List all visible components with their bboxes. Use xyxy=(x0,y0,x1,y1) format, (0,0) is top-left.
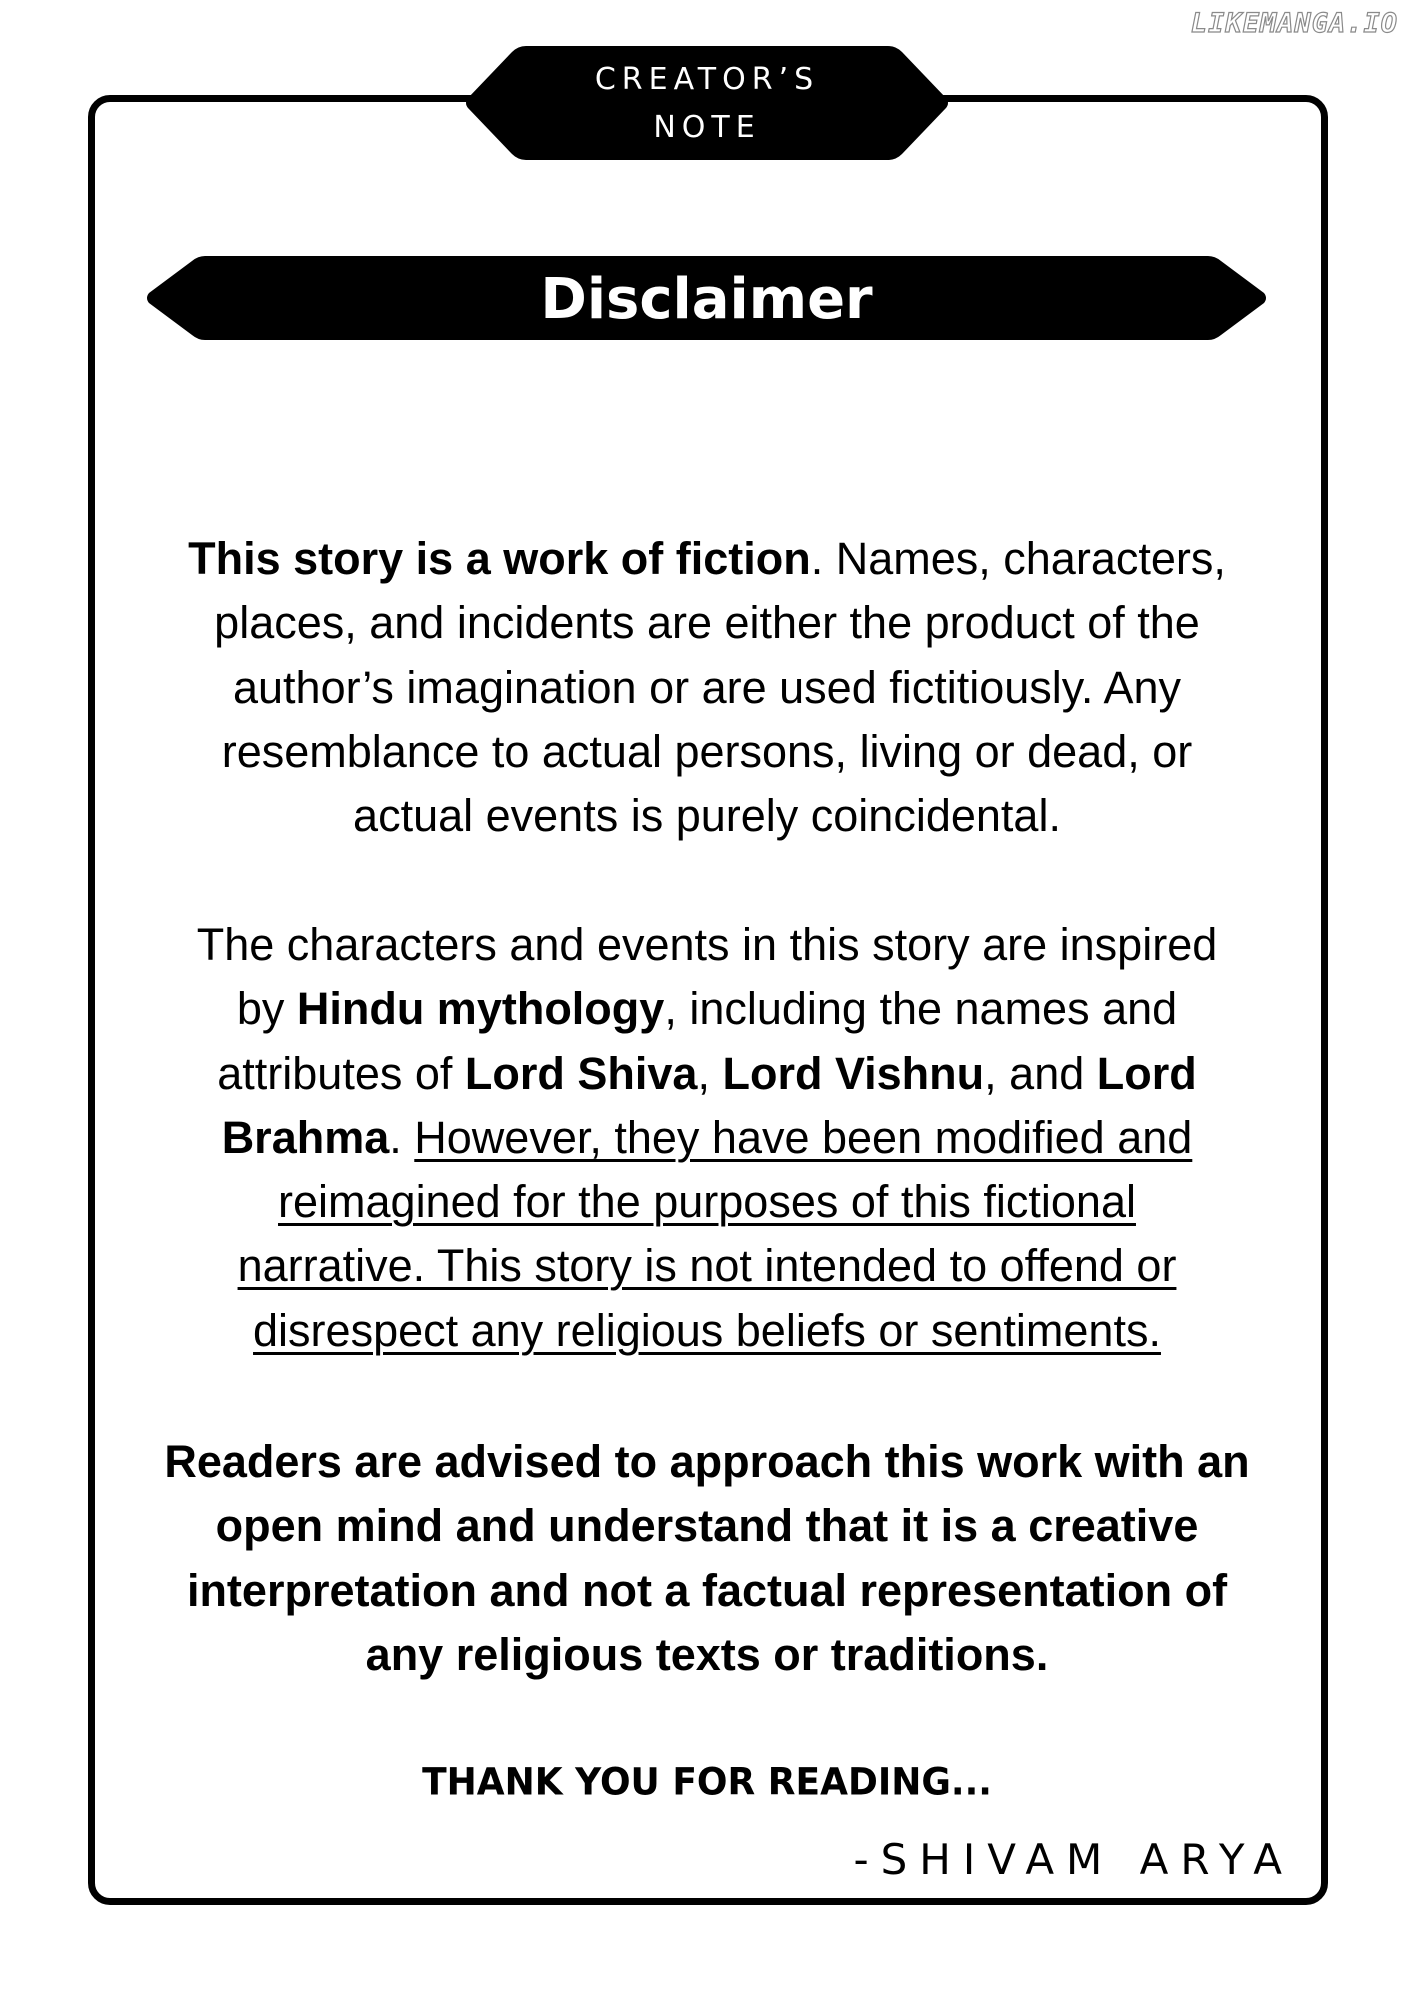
text-line: any religious texts or traditions. xyxy=(365,1628,1049,1680)
text: , xyxy=(697,1047,723,1099)
text-line: The characters and events in this story are inspired xyxy=(196,919,1218,970)
underlined-text: However, they have been modified and xyxy=(414,1111,1193,1163)
bold-text: Brahma xyxy=(221,1111,390,1163)
text: . xyxy=(389,1111,415,1163)
text-line: interpretation and not a factual representation of xyxy=(186,1564,1228,1616)
text-line xyxy=(120,1234,1294,1298)
paragraph-fiction xyxy=(120,527,1294,848)
paragraph-mythology xyxy=(120,913,1294,1363)
page-title: Disclaimer xyxy=(540,266,873,332)
text-line xyxy=(120,1299,1294,1363)
text-line: places, and incidents are either the product of the xyxy=(214,597,1200,649)
author-signature: -SHIVAM ARYA xyxy=(853,1835,1294,1884)
text: by xyxy=(236,983,297,1035)
underlined-text: narrative. This story is not intended to offend or xyxy=(237,1240,1177,1292)
text: , including the names and xyxy=(664,983,1178,1035)
text-line xyxy=(120,1042,1294,1106)
site-watermark: LIKEMANGA.IO xyxy=(1190,8,1398,39)
text-line xyxy=(120,1106,1294,1170)
text: attributes of xyxy=(217,1047,465,1099)
underlined-text: reimagined for the purposes of this fictional xyxy=(278,1176,1136,1228)
text-line: author’s imagination or are used fictitiously. Any xyxy=(232,661,1181,713)
text-line: Readers are advised to approach this work with an xyxy=(164,1436,1250,1487)
creators-note-badge xyxy=(464,46,950,160)
underlined-text: disrespect any religious beliefs or sentiments. xyxy=(253,1304,1161,1356)
text: . Names, characters, xyxy=(810,533,1226,584)
bold-text: Lord Shiva xyxy=(464,1047,698,1099)
disclaimer-banner xyxy=(145,256,1268,340)
badge-line-1: CREATOR’S xyxy=(594,62,820,97)
badge-line-2: NOTE xyxy=(653,110,761,145)
bold-text: Hindu mythology xyxy=(296,983,665,1035)
text-line xyxy=(120,527,1294,591)
text: , and xyxy=(984,1047,1097,1099)
bold-text: Lord xyxy=(1096,1047,1197,1099)
thank-you-text: THANK YOU FOR READING... xyxy=(422,1760,992,1805)
text-line: resemblance to actual persons, living or dead, or xyxy=(221,725,1193,777)
text-line xyxy=(120,977,1294,1041)
text-line: open mind and understand that it is a creative xyxy=(215,1500,1199,1552)
text-line xyxy=(120,1170,1294,1234)
bold-text: Lord Vishnu xyxy=(722,1047,985,1099)
paragraph-advice xyxy=(120,1430,1294,1687)
bold-text: This story is a work of fiction xyxy=(188,533,811,584)
text-line: actual events is purely coincidental. xyxy=(353,790,1061,842)
